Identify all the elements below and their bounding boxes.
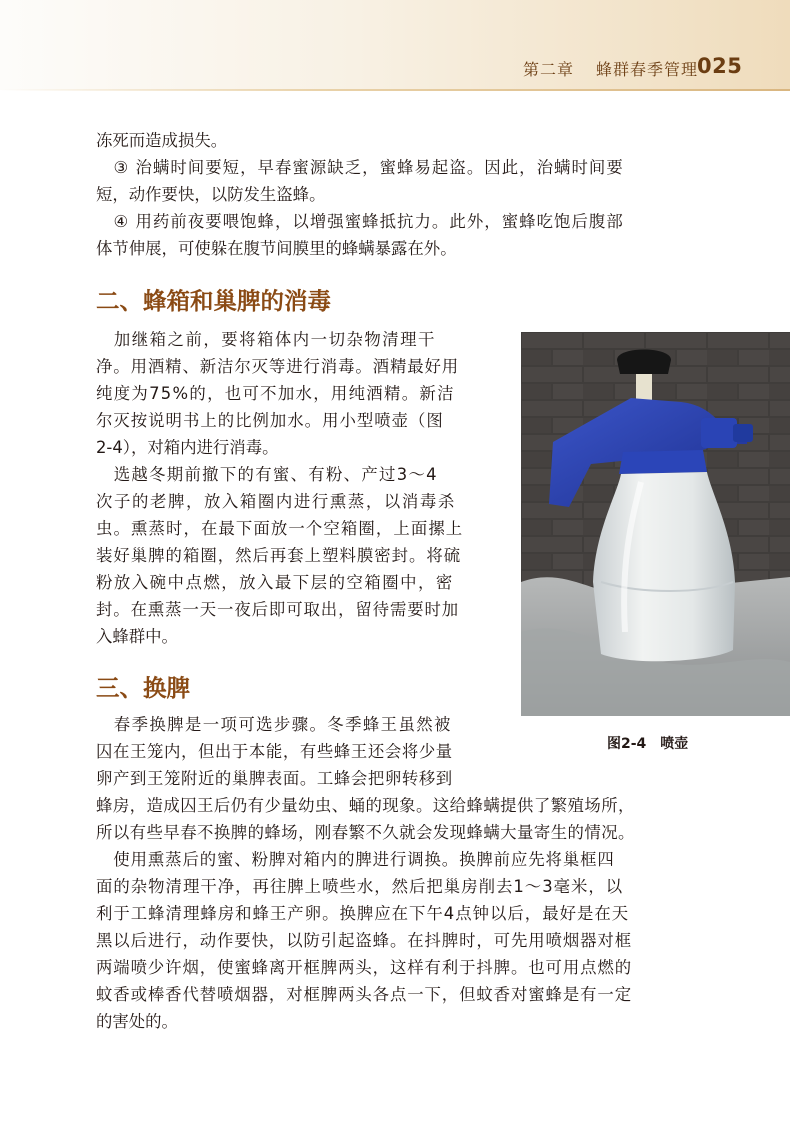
spray-bottle-photo (521, 332, 790, 716)
paragraph-line: 尔灭按说明书上的比例加水。用小型喷壶（图 (96, 411, 444, 430)
paragraph-line: 黑以后进行，动作要快，以防引起盗蜂。在抖脾时，可先用喷烟器对框 (96, 931, 633, 950)
paragraph-line: 装好巢脾的箱圈，然后再套上塑料膜密封。将硫 (96, 546, 462, 565)
paragraph-line: 蚊香或棒香代替喷烟器，对框脾两头各点一下，但蚊香对蜜蜂是有一定 (96, 985, 633, 1004)
section-heading-comb-replacement: 三、换脾 (96, 674, 190, 702)
paragraph-line: 加继箱之前，要将箱体内一切杂物清理干 (96, 330, 436, 349)
running-head (523, 57, 698, 80)
paragraph-line: 蜂房，造成囚王后仍有少量幼虫、蛹的现象。这给蜂螨提供了繁殖场所， (96, 796, 635, 815)
paragraph-line: 的害处的。 (96, 1012, 178, 1031)
paragraph-line: ④ 用药前夜要喂饱蜂，以增强蜜蜂抵抗力。此外，蜜蜂吃饱后腹部 (96, 212, 624, 231)
paragraph-line: 入蜂群中。 (96, 627, 178, 646)
paragraph-line: 选越冬期前撤下的有蜜、有粉、产过3～4 (96, 465, 438, 484)
paragraph-line: 冻死而造成损失。 (96, 131, 228, 150)
paragraph-line: 利于工蜂清理蜂房和蜂王产卵。换脾应在下午4点钟以后，最好是在天 (96, 904, 630, 923)
paragraph-line: 2-4），对箱内进行消毒。 (96, 438, 279, 457)
page-number: 025 (697, 54, 743, 78)
paragraph-line: 虫。熏蒸时，在最下面放一个空箱圈，上面摞上 (96, 519, 464, 538)
paragraph-line: 两端喷少许烟，使蜜蜂离开框脾两头，这样有利于抖脾。也可用点燃的 (96, 958, 633, 977)
paragraph-line: 短，动作要快，以防发生盗蜂。 (96, 185, 326, 204)
paragraph-line: 面的杂物清理干净，再往脾上喷些水，然后把巢房削去1～3毫米，以 (96, 877, 624, 896)
figure-caption (607, 733, 688, 753)
paragraph-line: 体节伸展，可使躲在腹节间膜里的蜂螨暴露在外。 (96, 239, 457, 258)
figure-label: 图2-4 (607, 736, 647, 752)
paragraph-line: 所以有些早春不换脾的蜂场，刚春繁不久就会发现蜂螨大量寄生的情况。 (96, 823, 635, 842)
paragraph-line: 纯度为75%的，也可不加水，用纯酒精。新洁 (96, 384, 455, 403)
chapter-title: 蜂群春季管理 (595, 60, 698, 79)
paragraph-line: 春季换脾是一项可选步骤。冬季蜂王虽然被 (96, 715, 452, 734)
paragraph-line: 次子的老脾，放入箱圈内进行熏蒸，以消毒杀 (96, 492, 456, 511)
paragraph-line: 粉放入碗中点燃，放入最下层的空箱圈中，密 (96, 573, 454, 592)
paragraph-line: ③ 治螨时间要短，早春蜜源缺乏，蜜蜂易起盗。因此，治螨时间要 (96, 158, 624, 177)
paragraph-line: 封。在熏蒸一天一夜后即可取出，留待需要时加 (96, 600, 460, 619)
paragraph-line: 囚在王笼内，但出于本能，有些蜂王还会将少量 (96, 742, 453, 761)
figure-title: 喷壶 (660, 736, 689, 752)
paragraph-line: 卵产到王笼附近的巢脾表面。工蜂会把卵转移到 (96, 769, 453, 788)
paragraph-line: 使用熏蒸后的蜜、粉脾对箱内的脾进行调换。换脾前应先将巢框四 (96, 850, 615, 869)
section-heading-disinfection: 二、蜂箱和巢脾的消毒 (96, 287, 331, 315)
header-rule (0, 89, 790, 91)
chapter-number: 第二章 (522, 60, 574, 79)
paragraph-line: 净。用酒精、新洁尔灭等进行消毒。酒精最好用 (96, 357, 460, 376)
